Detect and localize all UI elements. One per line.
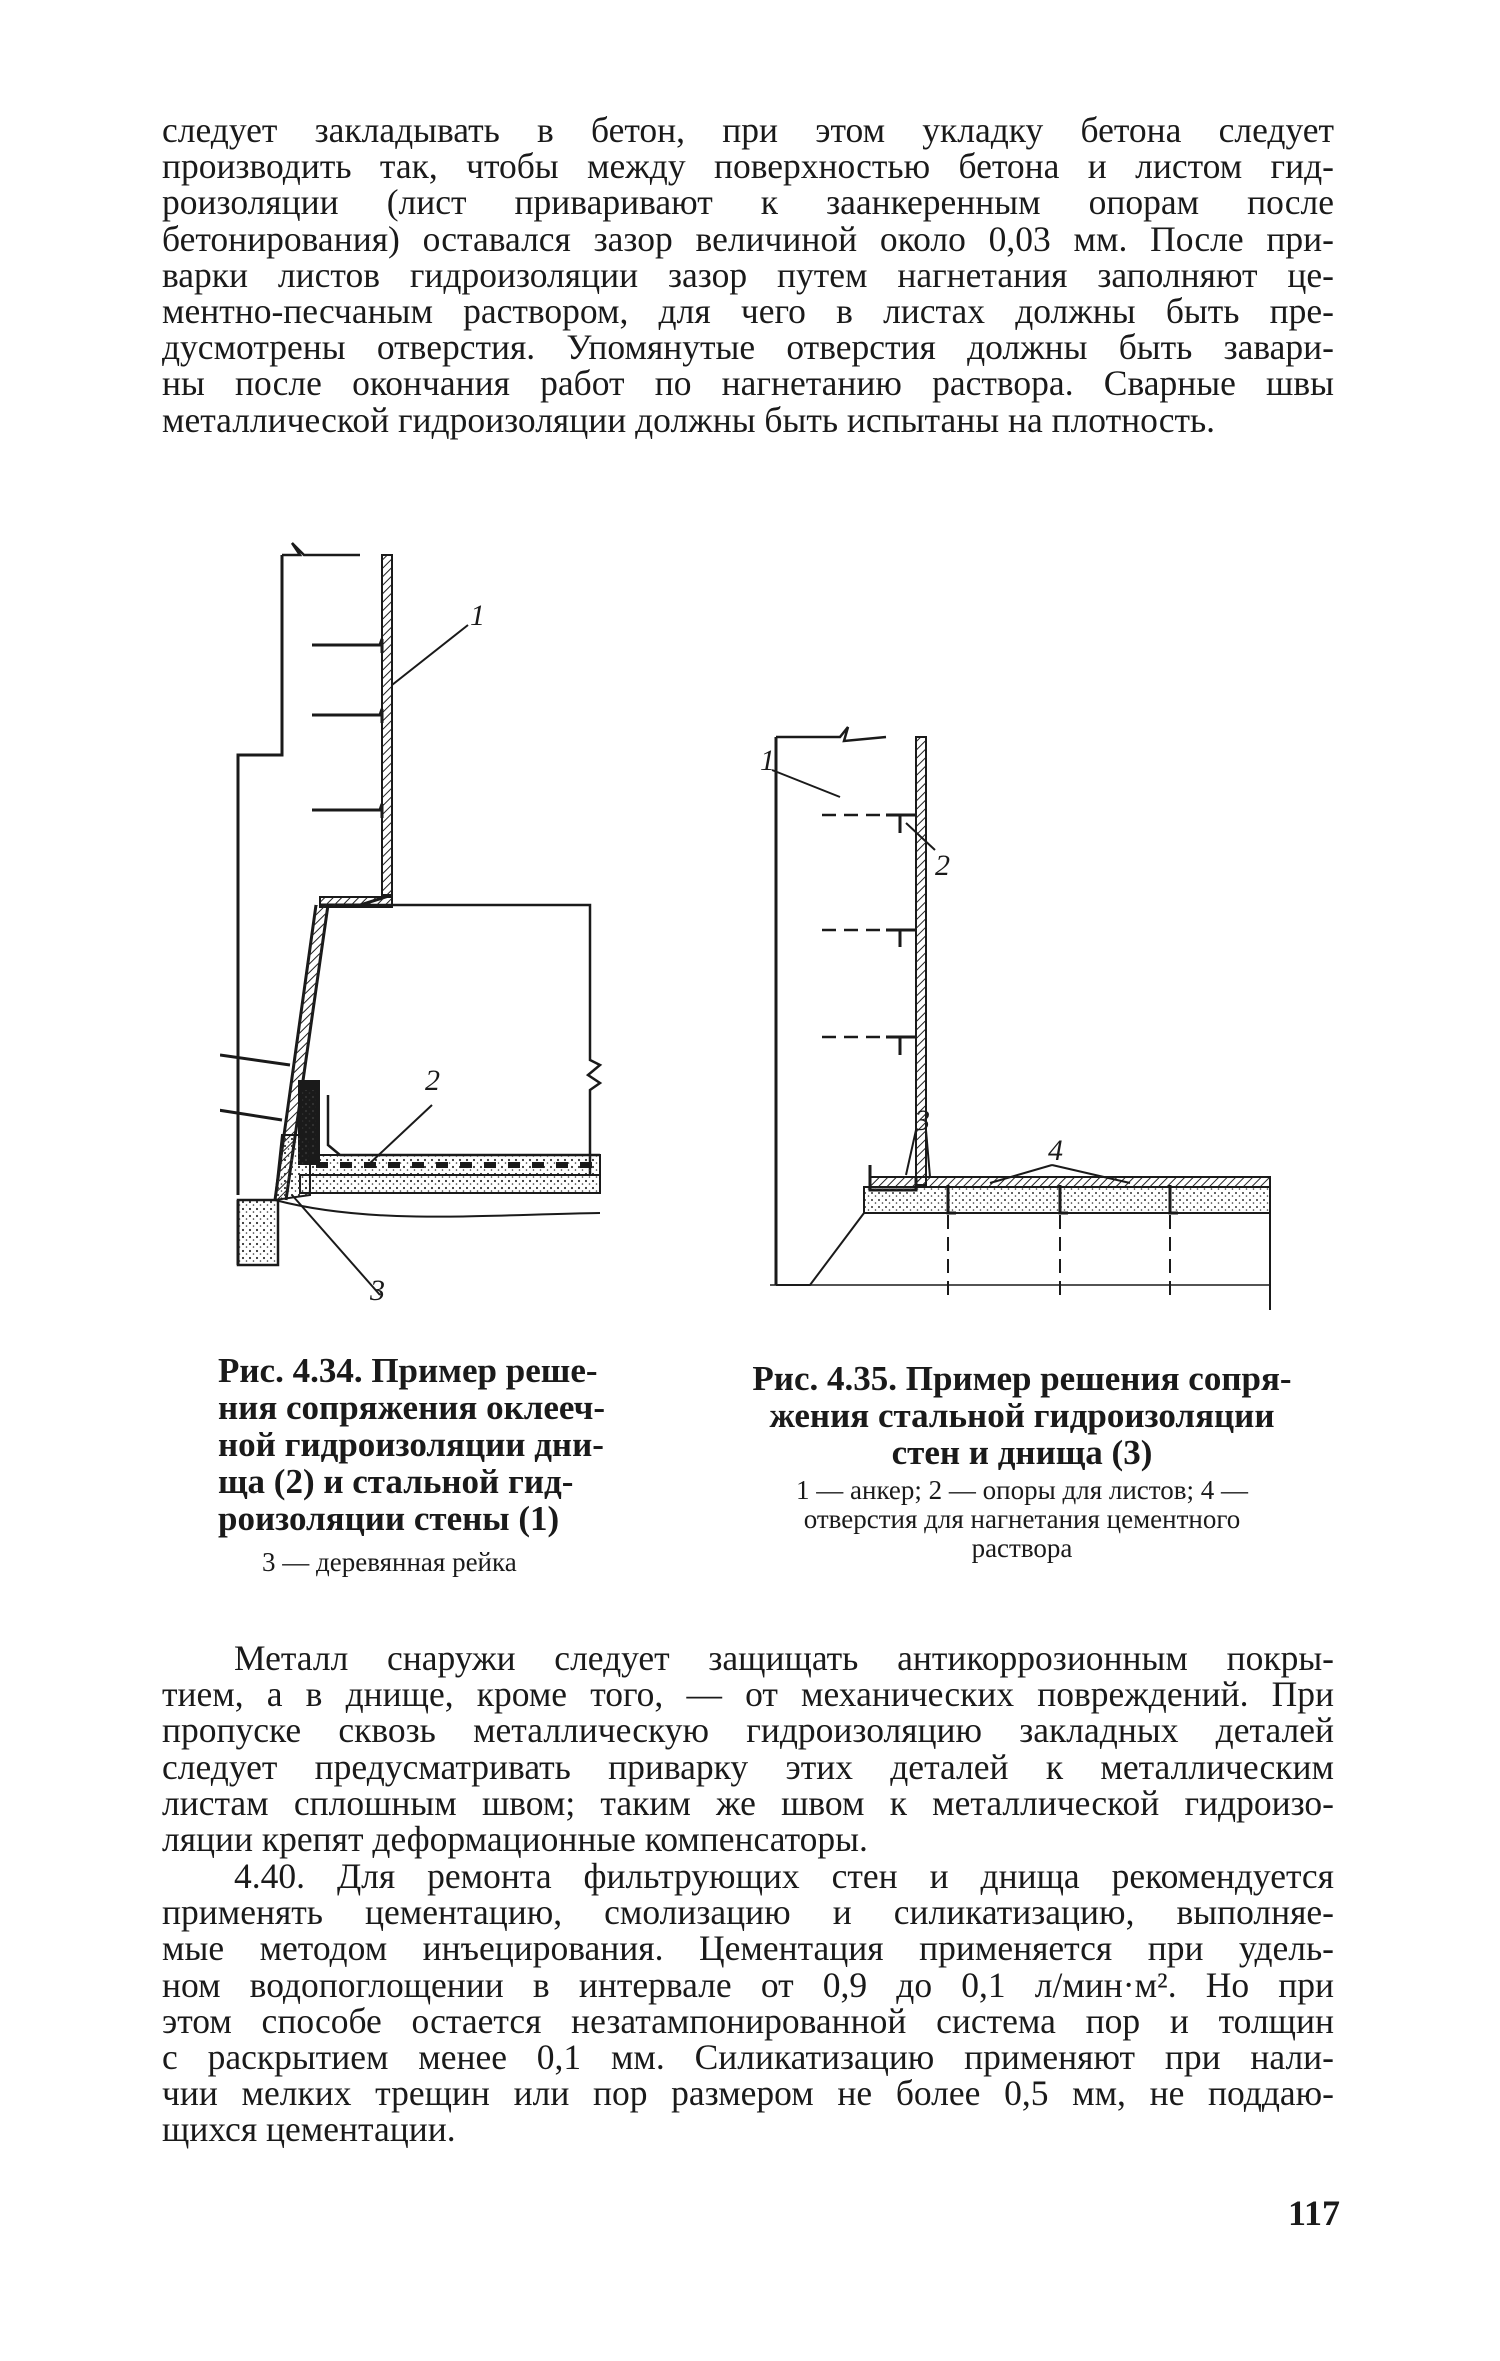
- figure-434-caption-note: [262, 1548, 517, 1577]
- text-line: следует закладывать в бетон, при этом укладку бетона следует: [162, 110, 1334, 150]
- figure-435-caption-note: [722, 1476, 1322, 1563]
- text-line: металлической гидроизоляции должны быть испытаны на плотность.: [162, 399, 1216, 440]
- text-line: щихся цементации.: [162, 2109, 456, 2150]
- figure-435-label-1: 1: [760, 744, 775, 777]
- caption-line: роизоляции стены (1): [218, 1499, 560, 1538]
- text-line: ны после окончания работ по нагнетанию раствора. Сварные швы: [162, 363, 1334, 404]
- text-line: пропуске сквозь металлическую гидроизоляцию закладных деталей: [162, 1710, 1334, 1751]
- text-line: ном водопоглощении в интервале от 0,9 до 0,1 л/мин·м². Но при: [162, 1964, 1334, 2005]
- text-line: 4.40. Для ремонта фильтрующих стен и днища рекомендуется: [234, 1856, 1334, 1896]
- caption-note-line: раствора: [971, 1533, 1073, 1563]
- caption-note-line: 3 — деревянная рейка: [262, 1547, 517, 1577]
- text-line: дусмотрены отверстия. Упомянутые отверстия должны быть завари-: [162, 327, 1334, 368]
- caption-line: Рис. 4.34. Пример реше-: [218, 1351, 598, 1390]
- text-line: чии мелких трещин или пор размером не более 0,5 мм, не поддаю-: [162, 2073, 1334, 2114]
- text-line: ляции крепят деформационные компенсаторы.: [162, 1819, 868, 1860]
- figure-4-34-drawing: [220, 535, 620, 1305]
- caption-line: ния сопряжения оклееч-: [218, 1388, 605, 1427]
- figure-435-label-3: 3: [915, 1104, 930, 1137]
- text-line: листам сплошным швом; таким же швом к металлической гидроизо-: [162, 1782, 1334, 1823]
- text-line: бетонирования) оставался зазор величиной около 0,03 мм. После при-: [162, 218, 1334, 259]
- text-line: ментно-песчаным раствором, для чего в листах должны быть пре-: [162, 291, 1334, 332]
- figure-434-label-3: 3: [370, 1274, 385, 1305]
- text-line: производить так, чтобы между поверхностью бетона и листом гид-: [162, 146, 1334, 187]
- figure-435-caption-title: [722, 1360, 1322, 1471]
- text-line: следует предусматривать приварку этих деталей к металлическим: [162, 1746, 1334, 1787]
- text-line: роизоляции (лист приваривают к заанкеренным опорам после: [162, 182, 1334, 223]
- text-line: с раскрытием менее 0,1 мм. Силикатизацию применяют при нали-: [162, 2037, 1334, 2078]
- figure-435-label-4: 4: [1048, 1134, 1063, 1167]
- middle-paragraph: [162, 1638, 1334, 1860]
- top-paragraph: [162, 112, 1334, 438]
- caption-line: стен и днища (3): [891, 1433, 1153, 1472]
- figure-435-label-2: 2: [935, 849, 950, 882]
- text-line: варки листов гидроизоляции зазор путем нагнетания заполняют це-: [162, 254, 1334, 295]
- figure-434-caption-title: [218, 1352, 638, 1537]
- caption-note-line: отверстия для нагнетания цементного: [803, 1504, 1241, 1534]
- figure-434-label-1: 1: [470, 599, 485, 632]
- figure-4-35-drawing: [730, 715, 1290, 1315]
- figure-434-label-2: 2: [425, 1064, 440, 1097]
- section-4-40-paragraph: [162, 1858, 1334, 2148]
- caption-line: ща (2) и стальной гид-: [218, 1462, 574, 1501]
- text-line: применять цементацию, смолизацию и силикатизацию, выполняе-: [162, 1892, 1334, 1933]
- text-line: тием, а в днище, кроме того, — от механических повреждений. При: [162, 1674, 1334, 1715]
- caption-line: жения стальной гидроизоляции: [769, 1396, 1275, 1435]
- text-line: Металл снаружи следует защищать антикоррозионным покры-: [234, 1638, 1334, 1678]
- text-line: мые методом инъецирования. Цементация применяется при удель-: [162, 1928, 1334, 1969]
- caption-line: ной гидроизоляции дни-: [218, 1425, 604, 1464]
- page-number: 117: [1287, 2193, 1340, 2233]
- text-line: этом способе остается незатампонированной система пор и толщин: [162, 2000, 1334, 2041]
- caption-note-line: 1 — анкер; 2 — опоры для листов; 4 —: [796, 1475, 1248, 1505]
- caption-line: Рис. 4.35. Пример решения сопря-: [752, 1359, 1292, 1398]
